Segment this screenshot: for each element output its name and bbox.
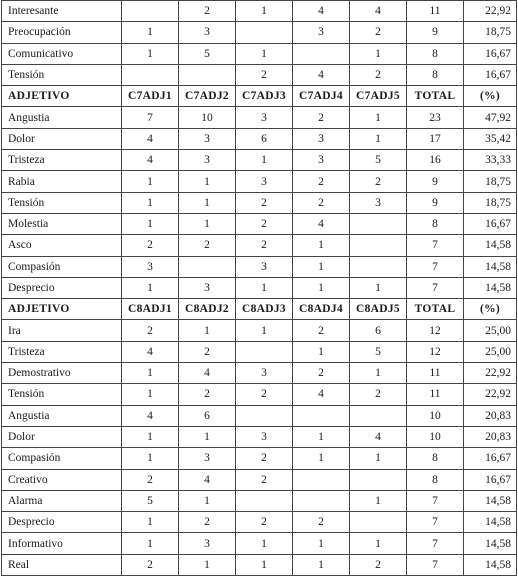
percent-cell: 14,58 bbox=[464, 235, 517, 256]
count-cell: 2 bbox=[236, 469, 293, 490]
header-cell: C8ADJ2 bbox=[179, 299, 236, 320]
count-cell: 1 bbox=[236, 533, 293, 554]
table-row bbox=[2, 107, 517, 128]
count-cell: 2 bbox=[350, 171, 407, 192]
count-cell: 1 bbox=[179, 426, 236, 447]
table-row bbox=[2, 171, 517, 192]
adjective-label: Angustia bbox=[2, 107, 122, 128]
header-cell: (%) bbox=[464, 86, 517, 107]
count-cell: 2 bbox=[293, 320, 350, 341]
count-cell: 6 bbox=[179, 405, 236, 426]
count-cell: 3 bbox=[179, 277, 236, 298]
adjective-label: Ira bbox=[2, 320, 122, 341]
table-row bbox=[2, 1, 517, 22]
count-cell: 1 bbox=[122, 43, 179, 64]
count-cell: 3 bbox=[179, 22, 236, 43]
adjective-label: Molestia bbox=[2, 213, 122, 234]
count-cell: 4 bbox=[122, 405, 179, 426]
adjective-label: Preocupación bbox=[2, 22, 122, 43]
count-cell: 2 bbox=[293, 107, 350, 128]
percent-cell: 35,42 bbox=[464, 128, 517, 149]
adjective-label: Real bbox=[2, 554, 122, 575]
total-cell: 9 bbox=[407, 171, 464, 192]
count-cell: 6 bbox=[236, 128, 293, 149]
count-cell: 3 bbox=[179, 128, 236, 149]
count-cell: 1 bbox=[350, 363, 407, 384]
table-row bbox=[2, 384, 517, 405]
count-cell: 1 bbox=[293, 341, 350, 362]
count-cell: 1 bbox=[350, 277, 407, 298]
count-cell: 1 bbox=[293, 554, 350, 575]
count-cell: 2 bbox=[236, 192, 293, 213]
percent-cell: 16,67 bbox=[464, 64, 517, 85]
count-cell: 2 bbox=[179, 341, 236, 362]
count-cell: 1 bbox=[350, 533, 407, 554]
table-row bbox=[2, 235, 517, 256]
count-cell: 3 bbox=[179, 533, 236, 554]
total-cell: 23 bbox=[407, 107, 464, 128]
count-cell: 5 bbox=[350, 341, 407, 362]
table-body bbox=[2, 1, 517, 576]
count-cell: 1 bbox=[179, 213, 236, 234]
count-cell: 2 bbox=[179, 235, 236, 256]
count-cell: 3 bbox=[179, 150, 236, 171]
total-cell: 16 bbox=[407, 150, 464, 171]
count-cell: 1 bbox=[293, 277, 350, 298]
count-cell: 2 bbox=[179, 1, 236, 22]
table-row bbox=[2, 277, 517, 298]
total-cell: 11 bbox=[407, 1, 464, 22]
percent-cell: 22,92 bbox=[464, 1, 517, 22]
count-cell: 3 bbox=[236, 426, 293, 447]
total-cell: 10 bbox=[407, 426, 464, 447]
count-cell: 3 bbox=[122, 256, 179, 277]
count-cell: 3 bbox=[350, 192, 407, 213]
count-cell: 4 bbox=[179, 363, 236, 384]
adjective-label: Demostrativo bbox=[2, 363, 122, 384]
table-row bbox=[2, 22, 517, 43]
count-cell bbox=[293, 490, 350, 511]
count-cell: 1 bbox=[236, 1, 293, 22]
header-cell: C7ADJ5 bbox=[350, 86, 407, 107]
count-cell: 3 bbox=[236, 363, 293, 384]
count-cell: 4 bbox=[122, 150, 179, 171]
table-row bbox=[2, 405, 517, 426]
total-cell: 8 bbox=[407, 448, 464, 469]
percent-cell: 18,75 bbox=[464, 22, 517, 43]
adjective-label: Desprecio bbox=[2, 277, 122, 298]
total-cell: 10 bbox=[407, 405, 464, 426]
total-cell: 8 bbox=[407, 64, 464, 85]
header-cell: C8ADJ1 bbox=[122, 299, 179, 320]
percent-cell: 22,92 bbox=[464, 363, 517, 384]
table-row bbox=[2, 448, 517, 469]
count-cell bbox=[350, 256, 407, 277]
count-cell: 6 bbox=[350, 320, 407, 341]
count-cell: 2 bbox=[236, 64, 293, 85]
count-cell: 2 bbox=[122, 320, 179, 341]
count-cell bbox=[293, 405, 350, 426]
total-cell: 7 bbox=[407, 256, 464, 277]
table-row bbox=[2, 43, 517, 64]
count-cell: 2 bbox=[293, 363, 350, 384]
header-row bbox=[2, 86, 517, 107]
count-cell: 1 bbox=[293, 235, 350, 256]
total-cell: 7 bbox=[407, 235, 464, 256]
count-cell: 1 bbox=[236, 150, 293, 171]
header-cell: C7ADJ1 bbox=[122, 86, 179, 107]
total-cell: 8 bbox=[407, 213, 464, 234]
count-cell: 4 bbox=[293, 384, 350, 405]
count-cell: 3 bbox=[236, 256, 293, 277]
adjective-label: Comunicativo bbox=[2, 43, 122, 64]
count-cell: 3 bbox=[179, 448, 236, 469]
count-cell bbox=[236, 22, 293, 43]
count-cell: 1 bbox=[179, 490, 236, 511]
table-row bbox=[2, 363, 517, 384]
percent-cell: 20,83 bbox=[464, 426, 517, 447]
percent-cell: 14,58 bbox=[464, 256, 517, 277]
percent-cell: 18,75 bbox=[464, 192, 517, 213]
count-cell bbox=[293, 469, 350, 490]
count-cell: 2 bbox=[179, 512, 236, 533]
count-cell: 1 bbox=[122, 192, 179, 213]
percent-cell: 25,00 bbox=[464, 320, 517, 341]
total-cell: 7 bbox=[407, 533, 464, 554]
count-cell bbox=[236, 405, 293, 426]
table-row bbox=[2, 469, 517, 490]
total-cell: 12 bbox=[407, 341, 464, 362]
adjective-label: Alarma bbox=[2, 490, 122, 511]
percent-cell: 16,67 bbox=[464, 213, 517, 234]
count-cell: 1 bbox=[122, 426, 179, 447]
header-cell-adjetivo: ADJETIVO bbox=[2, 86, 122, 107]
percent-cell: 14,58 bbox=[464, 277, 517, 298]
adjective-label: Tensión bbox=[2, 64, 122, 85]
count-cell: 1 bbox=[122, 22, 179, 43]
adjective-label: Informativo bbox=[2, 533, 122, 554]
header-cell: C8ADJ4 bbox=[293, 299, 350, 320]
count-cell bbox=[179, 64, 236, 85]
count-cell: 2 bbox=[179, 384, 236, 405]
total-cell: 8 bbox=[407, 469, 464, 490]
count-cell: 1 bbox=[293, 426, 350, 447]
count-cell: 2 bbox=[236, 235, 293, 256]
table-row bbox=[2, 128, 517, 149]
count-cell: 3 bbox=[236, 107, 293, 128]
count-cell bbox=[350, 512, 407, 533]
percent-cell: 16,67 bbox=[464, 448, 517, 469]
table-row bbox=[2, 320, 517, 341]
percent-cell: 20,83 bbox=[464, 405, 517, 426]
total-cell: 11 bbox=[407, 384, 464, 405]
count-cell: 3 bbox=[293, 22, 350, 43]
percent-cell: 14,58 bbox=[464, 512, 517, 533]
count-cell: 2 bbox=[236, 213, 293, 234]
total-cell: 9 bbox=[407, 192, 464, 213]
count-cell: 2 bbox=[236, 384, 293, 405]
count-cell: 2 bbox=[293, 512, 350, 533]
count-cell: 1 bbox=[293, 256, 350, 277]
count-cell: 4 bbox=[293, 64, 350, 85]
percent-cell: 25,00 bbox=[464, 341, 517, 362]
count-cell: 1 bbox=[350, 128, 407, 149]
count-cell: 5 bbox=[350, 150, 407, 171]
adjective-frequency-table bbox=[1, 0, 517, 576]
count-cell: 2 bbox=[293, 171, 350, 192]
count-cell: 2 bbox=[293, 192, 350, 213]
adjective-label: Compasión bbox=[2, 448, 122, 469]
header-cell: (%) bbox=[464, 299, 517, 320]
count-cell: 4 bbox=[122, 341, 179, 362]
header-row bbox=[2, 299, 517, 320]
adjective-label: Tristeza bbox=[2, 341, 122, 362]
percent-cell: 16,67 bbox=[464, 43, 517, 64]
table-row bbox=[2, 150, 517, 171]
table-row bbox=[2, 554, 517, 575]
percent-cell: 14,58 bbox=[464, 533, 517, 554]
total-cell: 7 bbox=[407, 490, 464, 511]
count-cell bbox=[122, 64, 179, 85]
count-cell: 4 bbox=[179, 469, 236, 490]
count-cell: 2 bbox=[122, 235, 179, 256]
count-cell bbox=[179, 256, 236, 277]
table-row bbox=[2, 533, 517, 554]
table-row bbox=[2, 426, 517, 447]
adjective-label: Desprecio bbox=[2, 512, 122, 533]
count-cell: 1 bbox=[122, 171, 179, 192]
count-cell: 1 bbox=[179, 192, 236, 213]
count-cell: 4 bbox=[350, 1, 407, 22]
adjective-label: Dolor bbox=[2, 128, 122, 149]
count-cell: 1 bbox=[236, 320, 293, 341]
count-cell: 5 bbox=[122, 490, 179, 511]
adjective-label: Tensión bbox=[2, 384, 122, 405]
count-cell: 1 bbox=[179, 171, 236, 192]
header-cell-adjetivo: ADJETIVO bbox=[2, 299, 122, 320]
count-cell: 4 bbox=[122, 128, 179, 149]
adjective-label: Compasión bbox=[2, 256, 122, 277]
table-row bbox=[2, 256, 517, 277]
count-cell: 7 bbox=[122, 107, 179, 128]
count-cell bbox=[293, 43, 350, 64]
header-cell: C8ADJ3 bbox=[236, 299, 293, 320]
count-cell bbox=[236, 490, 293, 511]
count-cell: 4 bbox=[293, 213, 350, 234]
count-cell: 2 bbox=[122, 554, 179, 575]
count-cell: 1 bbox=[293, 533, 350, 554]
count-cell: 2 bbox=[236, 448, 293, 469]
count-cell: 2 bbox=[122, 469, 179, 490]
total-cell: 8 bbox=[407, 43, 464, 64]
table-row bbox=[2, 512, 517, 533]
header-cell: C7ADJ2 bbox=[179, 86, 236, 107]
count-cell: 1 bbox=[350, 107, 407, 128]
count-cell: 1 bbox=[350, 43, 407, 64]
table-row bbox=[2, 490, 517, 511]
count-cell: 1 bbox=[122, 512, 179, 533]
count-cell: 2 bbox=[350, 384, 407, 405]
header-cell: C7ADJ4 bbox=[293, 86, 350, 107]
count-cell: 3 bbox=[293, 128, 350, 149]
count-cell: 1 bbox=[179, 554, 236, 575]
count-cell: 2 bbox=[236, 512, 293, 533]
count-cell: 1 bbox=[293, 448, 350, 469]
percent-cell: 16,67 bbox=[464, 469, 517, 490]
count-cell: 1 bbox=[122, 384, 179, 405]
header-cell: C7ADJ3 bbox=[236, 86, 293, 107]
total-cell: 11 bbox=[407, 363, 464, 384]
percent-cell: 33,33 bbox=[464, 150, 517, 171]
percent-cell: 14,58 bbox=[464, 490, 517, 511]
adjective-label: Angustia bbox=[2, 405, 122, 426]
table-row bbox=[2, 341, 517, 362]
header-cell: C8ADJ5 bbox=[350, 299, 407, 320]
count-cell: 1 bbox=[122, 533, 179, 554]
count-cell bbox=[350, 213, 407, 234]
count-cell: 1 bbox=[122, 277, 179, 298]
count-cell: 1 bbox=[350, 490, 407, 511]
count-cell: 3 bbox=[236, 171, 293, 192]
count-cell: 10 bbox=[179, 107, 236, 128]
count-cell: 2 bbox=[350, 64, 407, 85]
total-cell: 7 bbox=[407, 554, 464, 575]
total-cell: 7 bbox=[407, 277, 464, 298]
table-row bbox=[2, 192, 517, 213]
total-cell: 7 bbox=[407, 512, 464, 533]
count-cell bbox=[350, 405, 407, 426]
total-cell: 9 bbox=[407, 22, 464, 43]
count-cell bbox=[350, 235, 407, 256]
count-cell bbox=[236, 341, 293, 362]
total-cell: 12 bbox=[407, 320, 464, 341]
count-cell: 1 bbox=[122, 448, 179, 469]
table-row bbox=[2, 64, 517, 85]
count-cell: 3 bbox=[293, 150, 350, 171]
adjective-label: Creativo bbox=[2, 469, 122, 490]
count-cell: 1 bbox=[350, 448, 407, 469]
count-cell bbox=[122, 1, 179, 22]
table-row bbox=[2, 213, 517, 234]
count-cell: 2 bbox=[350, 22, 407, 43]
total-cell: 17 bbox=[407, 128, 464, 149]
percent-cell: 18,75 bbox=[464, 171, 517, 192]
adjective-label: Interesante bbox=[2, 1, 122, 22]
percent-cell: 22,92 bbox=[464, 384, 517, 405]
adjective-label: Tristeza bbox=[2, 150, 122, 171]
percent-cell: 14,58 bbox=[464, 554, 517, 575]
count-cell: 2 bbox=[350, 554, 407, 575]
header-cell: TOTAL bbox=[407, 86, 464, 107]
percent-cell: 47,92 bbox=[464, 107, 517, 128]
count-cell: 1 bbox=[122, 213, 179, 234]
header-cell: TOTAL bbox=[407, 299, 464, 320]
count-cell: 1 bbox=[236, 277, 293, 298]
count-cell: 4 bbox=[293, 1, 350, 22]
count-cell: 1 bbox=[179, 320, 236, 341]
count-cell: 4 bbox=[350, 426, 407, 447]
adjective-label: Tensión bbox=[2, 192, 122, 213]
adjective-label: Asco bbox=[2, 235, 122, 256]
count-cell: 1 bbox=[236, 554, 293, 575]
adjective-label: Rabia bbox=[2, 171, 122, 192]
count-cell: 1 bbox=[122, 363, 179, 384]
adjective-label: Dolor bbox=[2, 426, 122, 447]
count-cell: 1 bbox=[236, 43, 293, 64]
count-cell: 5 bbox=[179, 43, 236, 64]
count-cell bbox=[350, 469, 407, 490]
